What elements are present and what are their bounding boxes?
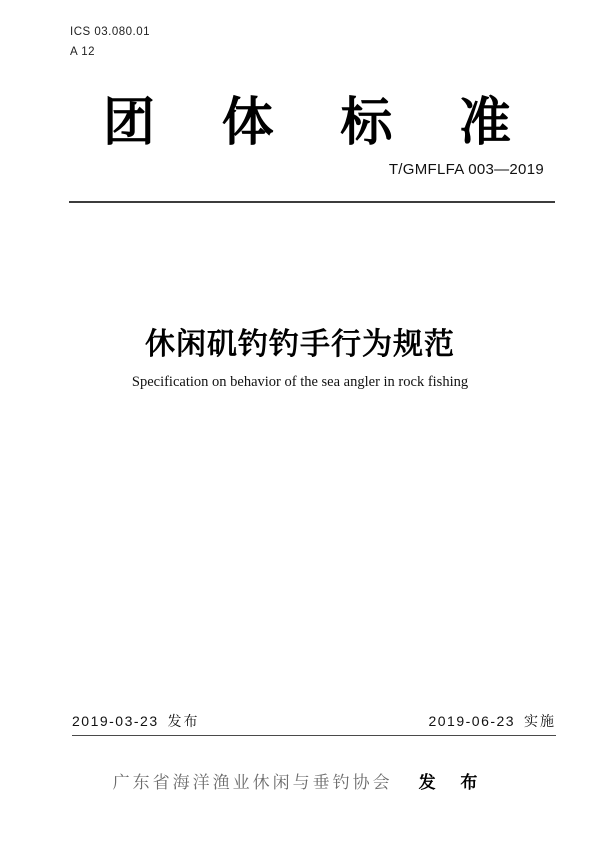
issue-date-label: 发布: [167, 713, 200, 729]
publisher-name: 广东省海洋渔业休闲与垂钓协会: [112, 773, 393, 792]
footer-date-row: [72, 711, 556, 731]
masthead-title-char: 团: [103, 94, 156, 152]
ics-category-code: A 12: [70, 46, 96, 58]
masthead-title: [103, 94, 511, 152]
masthead-title-char: 准: [458, 94, 511, 152]
standard-number: T/GMFLFA 003—2019: [388, 161, 544, 178]
implement-date: 2019-06-23: [428, 713, 516, 729]
document-title-english: Specification on behavior of the sea angler in rock fishing: [131, 374, 469, 390]
ics-code: ICS 03.080.01: [70, 26, 151, 38]
publish-label: 发 布: [418, 773, 488, 792]
implement-date-item: [428, 711, 556, 731]
document-title-chinese: 休闲矶钓钓手行为规范: [145, 328, 455, 361]
implement-date-label: 实施: [524, 713, 556, 729]
ics-classification-block: [70, 22, 150, 62]
masthead-divider-rule: [69, 201, 555, 203]
issue-date-item: [72, 711, 200, 731]
footer-divider-rule: [72, 735, 556, 736]
masthead-title-char: 体: [221, 94, 274, 152]
publisher-row: [0, 768, 600, 793]
masthead-title-char: 标: [340, 94, 393, 152]
issue-date: 2019-03-23: [72, 713, 159, 729]
